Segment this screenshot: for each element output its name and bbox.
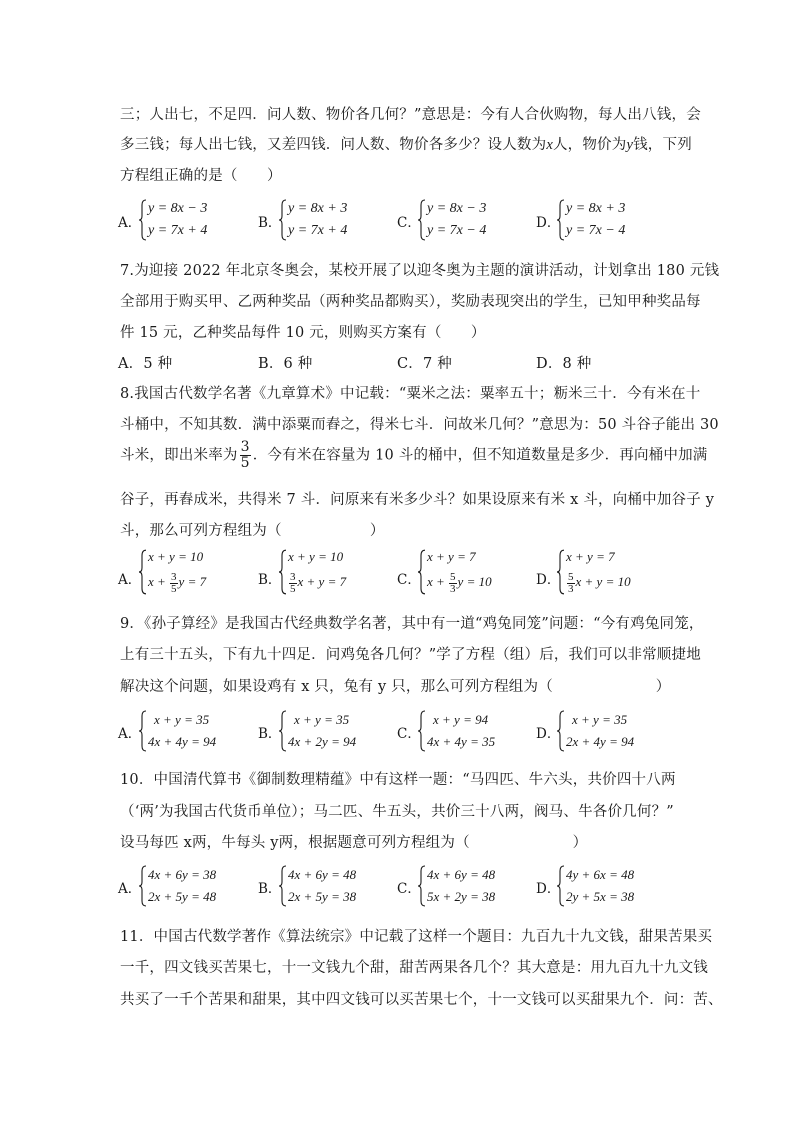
fraction-numerator: 3 bbox=[240, 439, 250, 455]
q8-line-2: 斗桶中，不知其数．满中添粟而舂之，得米七斗．问故米几何？”意思为：50 斗谷子能出 30 bbox=[120, 417, 719, 433]
q9-line-1: 9．《孙子算经》是我国古代经典数学名著，其中有一道“鸡兔同笼”问题：“今有鸡兔同笼， bbox=[120, 616, 704, 632]
brace-icon bbox=[278, 548, 288, 596]
equation-1: y = 8x − 3 bbox=[427, 201, 487, 216]
equation-2: 2y + 5x = 38 bbox=[566, 889, 635, 904]
fraction-denominator: 5 bbox=[171, 582, 177, 595]
equation-1: y = 8x + 3 bbox=[288, 201, 348, 216]
brace-icon bbox=[138, 709, 148, 753]
q7-line-3: 件 15 元，乙种奖品每件 10 元，则购买方案有（ ） bbox=[120, 325, 486, 341]
equation-system bbox=[427, 709, 495, 753]
equation-1: x + y = 7 bbox=[427, 549, 476, 564]
equation-2 bbox=[566, 568, 631, 596]
fraction bbox=[449, 572, 457, 595]
brace-icon bbox=[417, 548, 427, 596]
brace-icon bbox=[278, 709, 288, 753]
q11-line-1: 11．中国古代数学著作《算法统宗》中记载了这样一个题目：九百九十九文钱，甜果苦果买 bbox=[120, 929, 713, 945]
option-label: A． bbox=[118, 726, 142, 742]
equation-1: x + y = 94 bbox=[433, 712, 489, 727]
equation-1: x + y = 35 bbox=[294, 712, 350, 727]
option-label: D． bbox=[536, 881, 561, 897]
brace-icon bbox=[556, 198, 566, 242]
equation-system bbox=[148, 548, 206, 596]
equation-system bbox=[148, 198, 207, 242]
brace-icon bbox=[417, 709, 427, 753]
brace-icon bbox=[138, 864, 148, 908]
equation-system bbox=[148, 864, 216, 908]
equation-system bbox=[288, 709, 356, 753]
q8-line-5: 斗，那么可列方程组为（ ） bbox=[120, 523, 385, 539]
option-label: D． bbox=[536, 726, 561, 742]
equation-system bbox=[288, 864, 356, 908]
equation-2 bbox=[288, 568, 346, 596]
equation-2: 4x + 4y = 94 bbox=[148, 734, 217, 749]
fraction-numerator: 3 bbox=[290, 570, 296, 583]
equation-2: 2x + 5y = 48 bbox=[148, 889, 217, 904]
q11-line-3: 共买了一千个苦果和甜果，其中四文钱可以买苦果七个，十一文钱可以买甜果九个．问：苦、 bbox=[120, 992, 723, 1008]
equation-2-post: x + y = 10 bbox=[575, 574, 631, 589]
equation-2: y = 7x + 4 bbox=[148, 223, 208, 238]
q7-option-a[interactable]: A．5 种 bbox=[118, 356, 173, 372]
equation-system bbox=[288, 548, 346, 596]
fraction bbox=[170, 572, 178, 595]
fraction bbox=[289, 572, 297, 595]
equation-2: 5x + 2y = 38 bbox=[427, 889, 496, 904]
equation-1: 4x + 6y = 38 bbox=[148, 867, 217, 882]
equation-system bbox=[148, 709, 216, 753]
q6-line-2-end: 钱，下列 bbox=[633, 137, 692, 153]
q10-line-1: 10．中国清代算书《御制数理精蕴》中有这样一题：“马四匹、牛六头，共价四十八两 bbox=[120, 772, 676, 788]
brace-icon bbox=[278, 198, 288, 242]
q7-option-c[interactable]: C．7 种 bbox=[397, 356, 452, 372]
q8-line-3-end: ．今有米在容量为 10 斗的桶中，但不知道数量是多少．再向桶中加满 bbox=[252, 447, 708, 464]
q9-line-3: 解决这个问题，如果设鸡有 x 只，兔有 y 只，那么可列方程组为（ ） bbox=[120, 679, 671, 695]
equation-system bbox=[566, 709, 634, 753]
equation-1: y = 8x + 3 bbox=[566, 201, 626, 216]
fraction-denominator: 3 bbox=[450, 582, 456, 595]
option-label: C． bbox=[397, 881, 421, 897]
option-label: B． bbox=[258, 572, 282, 588]
equation-1: 4x + 6y = 48 bbox=[288, 867, 357, 882]
equation-1: 4x + 6y = 48 bbox=[427, 867, 496, 882]
option-label: D． bbox=[536, 572, 561, 588]
q10-line-2: （‘两’为我国古代货币单位）；马二匹、牛五头，共价三十八两，阀马、牛各价几何？” bbox=[120, 804, 674, 820]
fraction-numerator: 5 bbox=[450, 570, 456, 583]
equation-2-post: y = 10 bbox=[457, 574, 492, 589]
q6-line-1: 三；人出七，不足四．问人数、物价各几何？”意思是：今有人合伙购物，每人出八钱，会 bbox=[120, 107, 701, 123]
fraction-denominator: 5 bbox=[290, 582, 296, 595]
option-label: D． bbox=[536, 215, 561, 231]
equation-1: 4y + 6x = 48 bbox=[566, 867, 635, 882]
equation-1: x + y = 35 bbox=[154, 712, 210, 727]
brace-icon bbox=[278, 864, 288, 908]
equation-2: y = 7x − 4 bbox=[427, 223, 487, 238]
q11-line-2: 一千，四文钱买苦果七，十一文钱九个甜，甜苦两果各几个？其大意是：用九百九十九文钱 bbox=[120, 960, 708, 976]
brace-icon bbox=[556, 709, 566, 753]
equation-system bbox=[427, 198, 486, 242]
option-label: A． bbox=[118, 215, 142, 231]
fraction-numerator: 5 bbox=[568, 570, 574, 583]
equation-2-post: x + y = 7 bbox=[297, 574, 347, 589]
brace-icon bbox=[417, 198, 427, 242]
equation-system bbox=[566, 198, 625, 242]
brace-icon bbox=[556, 864, 566, 908]
q7-line-2: 全部用于购买甲、乙两种奖品（两种奖品都购买），奖励表现突出的学生，已知甲种奖品每 bbox=[120, 294, 701, 310]
fraction-numerator: 3 bbox=[171, 570, 177, 583]
fraction bbox=[567, 572, 575, 595]
equation-2: 4x + 2y = 94 bbox=[288, 734, 357, 749]
option-label: B． bbox=[258, 881, 282, 897]
brace-icon bbox=[138, 198, 148, 242]
q6-line-2-text: 多三钱；每人出七钱，又差四钱．问人数、物价各多少？设人数为 bbox=[120, 137, 547, 153]
equation-1: x + y = 10 bbox=[288, 549, 344, 564]
equation-1: x + y = 35 bbox=[572, 712, 628, 727]
q6-var-y: y bbox=[626, 137, 634, 153]
equation-2: 2x + 4y = 94 bbox=[566, 734, 635, 749]
fraction-denominator: 3 bbox=[568, 582, 574, 595]
brace-icon bbox=[417, 864, 427, 908]
equation-2-pre: x + bbox=[427, 574, 449, 589]
equation-1: x + y = 7 bbox=[566, 549, 615, 564]
q7-option-d[interactable]: D．8 种 bbox=[536, 356, 592, 372]
q6-line-2-mid: 人，物价为 bbox=[552, 137, 627, 153]
q6-options bbox=[118, 198, 678, 242]
q9-line-2: 上有三十五头，下有九十四足．问鸡兔各几何？”学了方程（组）后，我们可以非常顺捷地 bbox=[120, 647, 701, 663]
option-label: A． bbox=[118, 572, 142, 588]
equation-2-pre: x + bbox=[148, 574, 170, 589]
q8-line-1: 8.我国古代数学名著《九章算术》中记载：“粟米之法：粟率五十；粝米三十．今有米在十 bbox=[120, 386, 701, 402]
equation-2 bbox=[148, 568, 206, 596]
equation-system bbox=[566, 548, 631, 596]
q7-option-b[interactable]: B．6 种 bbox=[258, 356, 313, 372]
equation-system bbox=[427, 864, 495, 908]
option-label: C． bbox=[397, 726, 421, 742]
equation-2 bbox=[427, 568, 492, 596]
equation-2: y = 7x + 4 bbox=[288, 223, 348, 238]
equation-system bbox=[288, 198, 347, 242]
q8-options bbox=[118, 548, 678, 596]
equation-1: x + y = 10 bbox=[148, 549, 204, 564]
equation-system bbox=[427, 548, 492, 596]
q6-line-3: 方程组正确的是（ ） bbox=[120, 168, 282, 184]
q10-line-3: 设马每匹 x两，牛每头 y两，根据题意可列方程组为（ ） bbox=[120, 835, 588, 851]
brace-icon bbox=[556, 548, 566, 596]
option-label: C． bbox=[397, 215, 421, 231]
q8-line-3 bbox=[120, 440, 708, 471]
fraction-denominator: 5 bbox=[240, 455, 250, 471]
equation-2: y = 7x − 4 bbox=[566, 223, 626, 238]
q8-line-4: 谷子，再舂成米，共得米 7 斗．问原来有米多少斗？如果设原来有米 x 斗，向桶中加谷子 y bbox=[120, 492, 715, 508]
equation-2-post: y = 7 bbox=[178, 574, 207, 589]
q10-options bbox=[118, 864, 678, 908]
fraction bbox=[240, 440, 251, 471]
option-label: B． bbox=[258, 215, 282, 231]
equation-2: 2x + 5y = 38 bbox=[288, 889, 357, 904]
option-label: C． bbox=[397, 572, 421, 588]
q7-line-1: 7.为迎接 2022 年北京冬奥会，某校开展了以迎冬奥为主题的演讲活动，计划拿出 180 元钱 bbox=[120, 263, 720, 279]
equation-2: 4x + 4y = 35 bbox=[427, 734, 496, 749]
q9-options bbox=[118, 709, 678, 753]
equation-1: y = 8x − 3 bbox=[148, 201, 208, 216]
q6-var-x: x bbox=[546, 137, 553, 153]
q6-line-2 bbox=[120, 133, 692, 154]
equation-system bbox=[566, 864, 634, 908]
q8-line-3-start: 斗米，即出米率为 bbox=[120, 447, 238, 464]
option-label: A． bbox=[118, 881, 142, 897]
brace-icon bbox=[138, 548, 148, 596]
option-label: B． bbox=[258, 726, 282, 742]
